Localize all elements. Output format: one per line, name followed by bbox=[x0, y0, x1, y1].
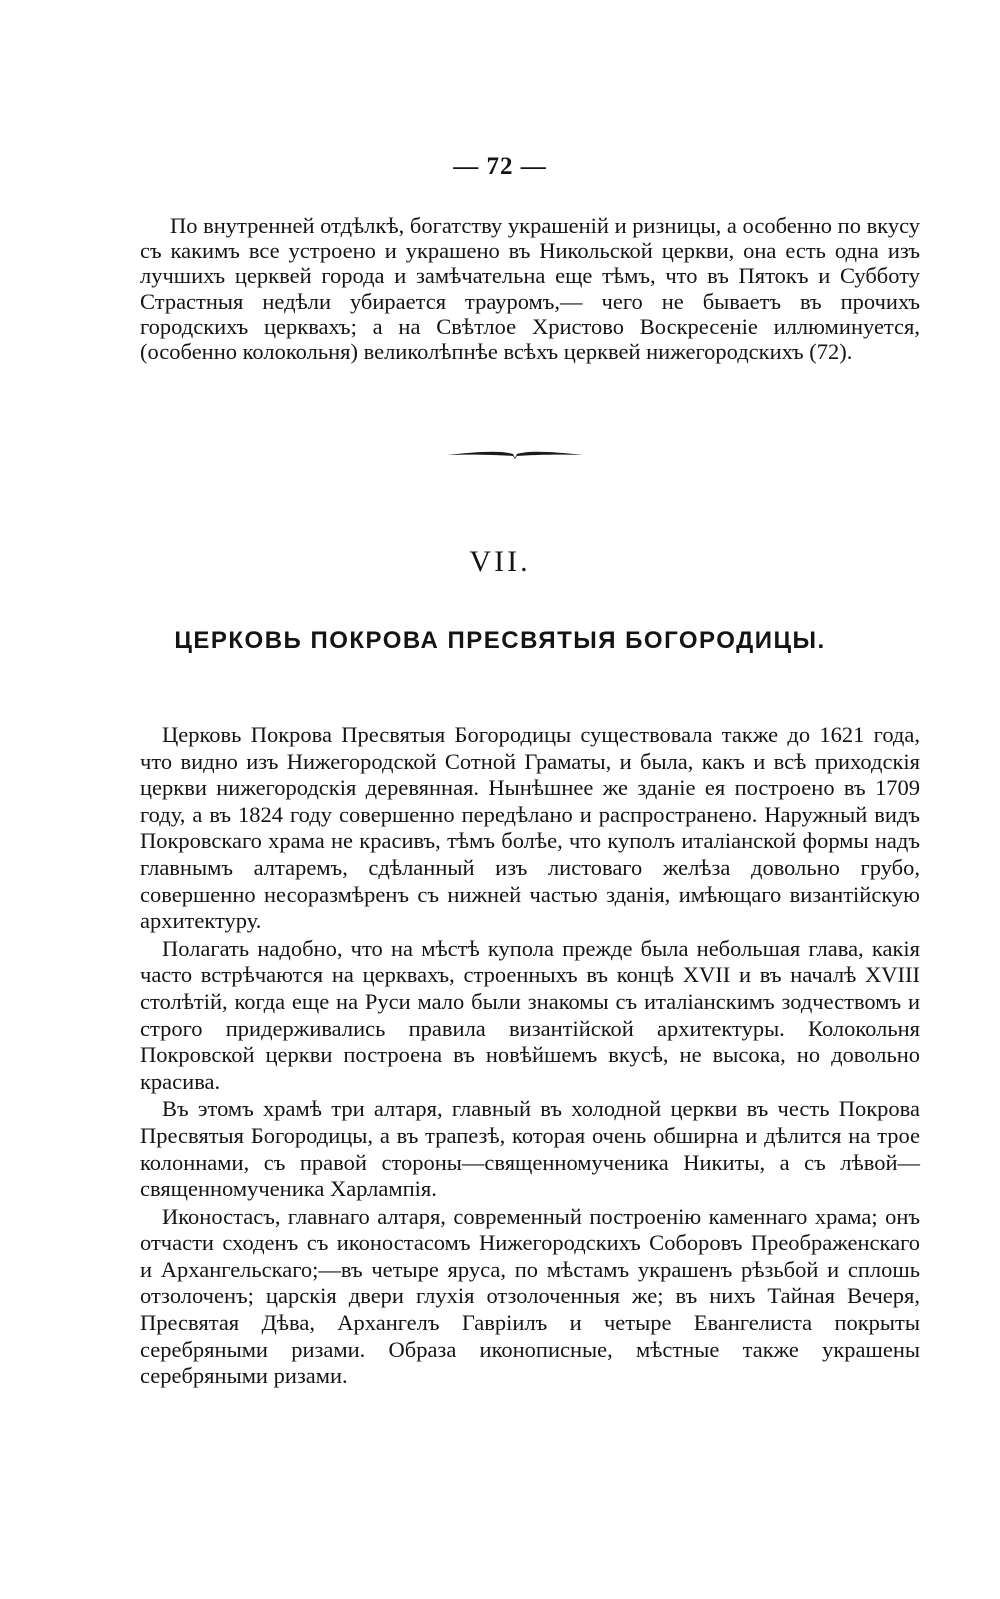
top-paragraph: По внутренней отдѣлкѣ, богатству украшеній и ризницы, а особенно по вкусу съ какимъ все устроено и украшено въ Никольской церкви, она есть одна изъ лучшихъ церквей города и замѣчательна еще тѣмъ, что въ Пятокъ и Субботу Страстныя недѣли убирается трауромъ,— чего не бываетъ въ прочихъ городскихъ церквахъ; а на Свѣтлое Христово Воскресеніе иллюминуется, (особенно колокольня) великолѣпнѣе всѣхъ церквей нижегородскихъ (72). bbox=[140, 213, 921, 365]
paragraph-3: Въ этомъ храмѣ три алтаря, главный въ холодной церкви въ честь Покрова Пресвятыя Богородицы, а въ трапезѣ, которая очень обширна и дѣлится на трое колоннами, съ правой стороны—священномученика Никиты, а съ лѣвой—священномученика Харлампія. bbox=[140, 1096, 920, 1202]
paragraph-1: Церковь Покрова Пресвятыя Богородицы существовала также до 1621 года, что видно изъ Нижегородской Сотной Граматы, и была, какъ и всѣ приходскія церкви нижегородскія деревянная. Нынѣшнее же зданіе ея построено въ 1709 году, а въ 1824 году совершенно передѣлано и распространено. Наружный видъ Покровскаго храма не красивъ, тѣмъ болѣе, что куполъ италіанской формы надъ главнымъ алтаремъ, сдѣланный изъ листоваго желѣза довольно грубо, совершенно несоразмѣренъ съ нижней частью зданія, имѣющаго византійскую архитектуру. bbox=[140, 722, 920, 934]
page-number: — 72 — bbox=[453, 153, 547, 180]
body-text bbox=[140, 722, 920, 1391]
top-paragraph-block bbox=[140, 213, 920, 364]
paragraph-4: Иконостасъ, главнаго алтаря, современный построенію каменнаго храма; онъ отчасти сходенъ съ иконостасомъ Нижегородскихъ Соборовъ Преображенскаго и Архангельскаго;—въ четыре яруса, по мѣстамъ украшенъ рѣзьбой и сплошь отзолоченъ; царскія двери глухія отзолоченныя же; въ нихъ Тайная Вечеря, Пресвятая Дѣва, Архангелъ Гавріилъ и четыре Евангелиста покрыты серебряными ризами. Образа иконописные, мѣстные также украшены серебряными ризами. bbox=[140, 1203, 920, 1389]
paragraph-2: Полагать надобно, что на мѣстѣ купола прежде была небольшая глава, какія часто встрѣчаются на церквахъ, строенныхъ въ концѣ XVII и въ началѣ XVIII столѣтій, когда еще на Руси мало были знакомы съ италіанскимъ зодчествомъ и строго придерживались правила византійской архитектуры. Колокольня Покровской церкви построена въ новѣйшемъ вкусѣ, не высока, но довольно красива. bbox=[140, 935, 920, 1094]
chapter-title: ЦЕРКОВЬ ПОКРОВА ПРЕСВЯТЫЯ БОГОРОДИЦЫ. bbox=[174, 627, 826, 654]
ornament-divider-icon bbox=[445, 446, 585, 464]
chapter-number: VII. bbox=[469, 545, 531, 578]
